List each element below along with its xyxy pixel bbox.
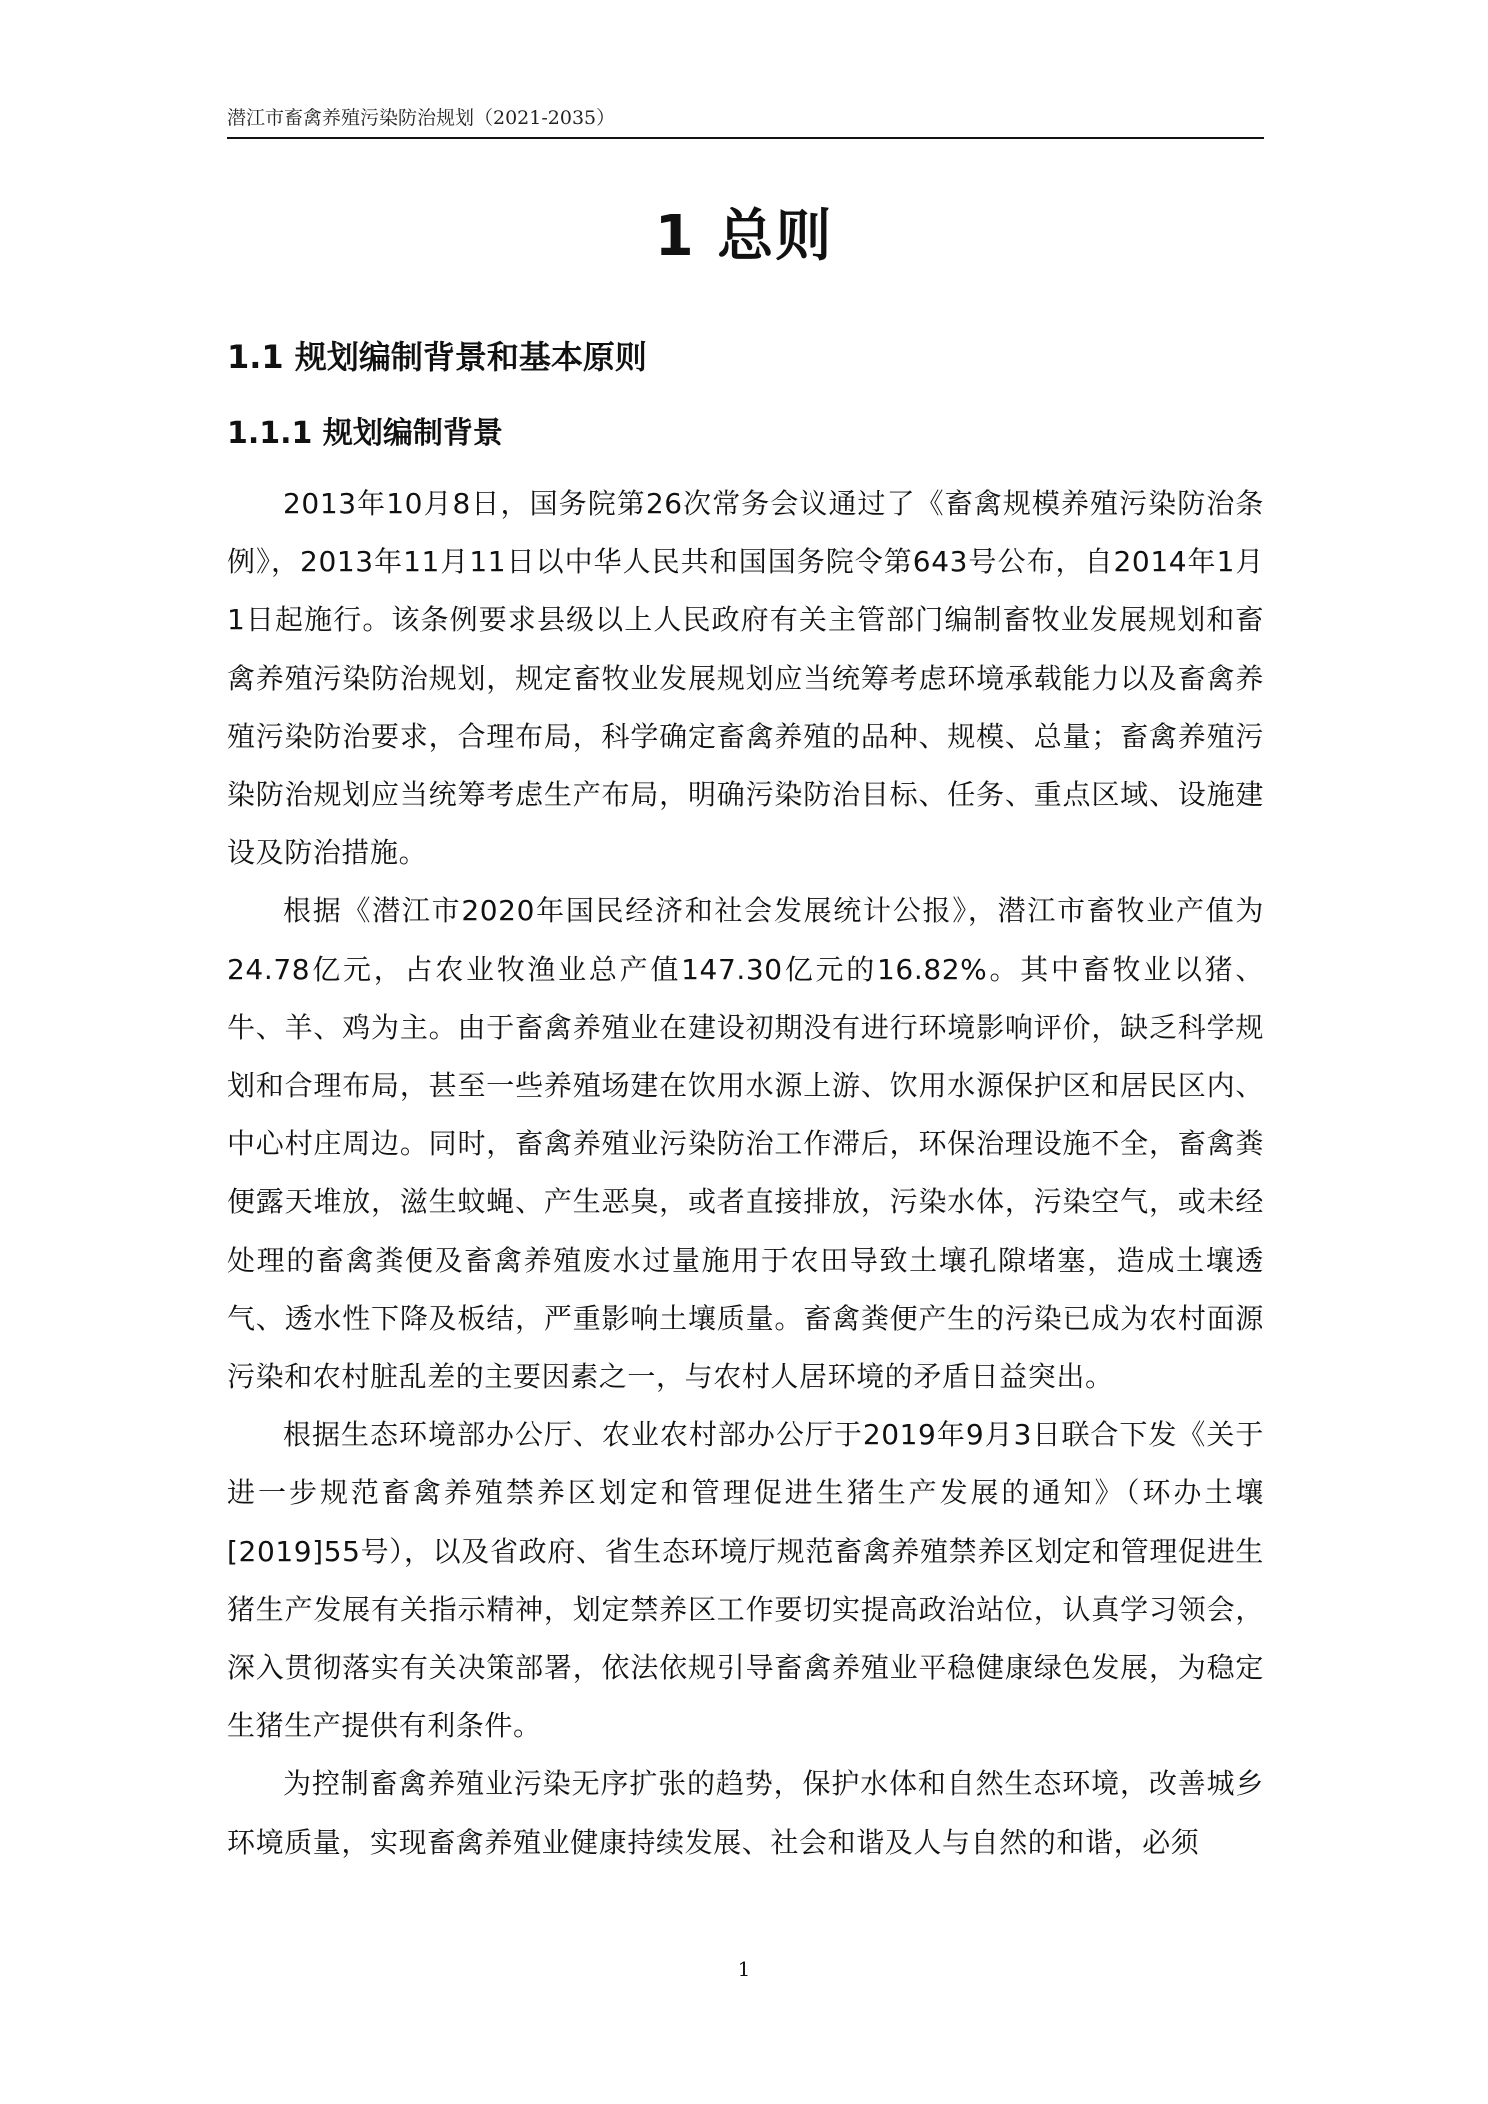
header-rule: [227, 137, 1264, 139]
section-title: 1.1 规划编制背景和基本原则: [227, 338, 647, 376]
page-number: 1: [737, 1957, 751, 1981]
paragraph: 根据《潜江市2020年国民经济和社会发展统计公报》，潜江市畜牧业产值为24.78亿元，占农业牧渔业总产值147.30亿元的16.82%。其中畜牧业以猪、牛、羊、鸡为主。由于畜禽养殖业在建设初期没有进行环境影响评价，缺乏科学规划和合理布局，甚至一些养殖场建在饮用水源上游、饮用水源保护区和居民区内、中心村庄周边。同时，畜禽养殖业污染防治工作滞后，环保治理设施不全，畜禽粪便露天堆放，滋生蚊蝇、产生恶臭，或者直接排放，污染水体，污染空气，或未经处理的畜禽粪便及畜禽养殖废水过量施用于农田导致土壤孔隙堵塞，造成土壤透气、透水性下降及板结，严重影响土壤质量。畜禽粪便产生的污染已成为农村面源污染和农村脏乱差的主要因素之一，与农村人居环境的矛盾日益突出。: [227, 894, 1264, 1394]
paragraph: 2013年10月8日，国务院第26次常务会议通过了《畜禽规模养殖污染防治条例》，2013年11月11日以中华人民共和国国务院令第643号公布，自2014年1月1日起施行。该条例要求县级以上人民政府有关主管部门编制畜牧业发展规划和畜禽养殖污染防治规划，规定畜牧业发展规划应当统筹考虑环境承载能力以及畜禽养殖污染防治要求，合理布局，科学确定畜禽养殖的品种、规模、总量；畜禽养殖污染防治规划应当统筹考虑生产布局，明确污染防治目标、任务、重点区域、设施建设及防治措施。: [227, 487, 1264, 870]
subsection-title: 1.1.1 规划编制背景: [227, 416, 503, 451]
chapter-title: 1 总则: [654, 204, 834, 269]
paragraph: 为控制畜禽养殖业污染无序扩张的趋势，保护水体和自然生态环境，改善城乡环境质量，实现畜禽养殖业健康持续发展、社会和谐及人与自然的和谐，必须: [227, 1767, 1264, 1859]
body-text: [227, 475, 1264, 1872]
running-header: 潜江市畜禽养殖污染防治规划（2021-2035）: [227, 107, 616, 129]
paragraph: 根据生态环境部办公厅、农业农村部办公厅于2019年9月3日联合下发《关于进一步规范畜禽养殖禁养区划定和管理促进生猪生产发展的通知》（环办土壤[2019]55号），以及省政府、省生态环境厅规范畜禽养殖禁养区划定和管理促进生猪生产发展有关指示精神，划定禁养区工作要切实提高政治站位，认真学习领会，深入贯彻落实有关决策部署，依法依规引导畜禽养殖业平稳健康绿色发展，为稳定生猪生产提供有利条件。: [227, 1418, 1264, 1743]
